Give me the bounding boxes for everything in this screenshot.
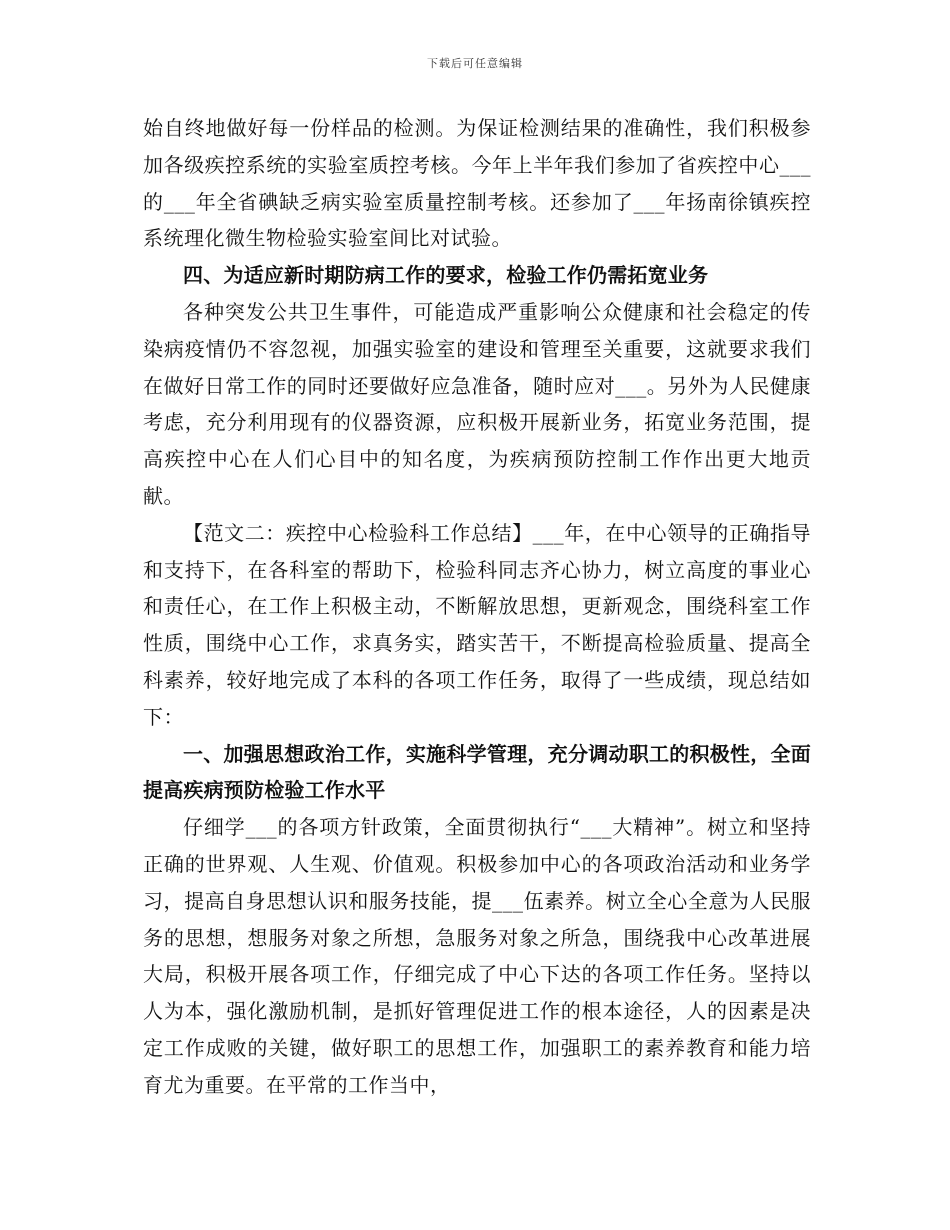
paragraph-quality-control: 始自终地做好每一份样品的检测。为保证检测结果的准确性，我们积极参加各级疾控系统的实验室质控考核。今年上半年我们参加了省疾控中心___的___年全省碘缺乏病实验室质量控制考核。还参加了___年扬南徐镇疾控系统理化微生物检验实验室间比对试验。 bbox=[143, 116, 811, 251]
paragraph-sample-two-intro: 【范文二：疾控中心检验科工作总结】___年，在中心领导的正确指导和支持下，在各科室的帮助下，检验科同志齐心协力，树立高度的事业心和责任心，在工作上积极主动，不断解放思想，更新观念，围绕科室工作性质，围绕中心工作，求真务实，踏实苦干，不断提高检验质量、提高全科素养，较好地完成了本科的各项工作任务，取得了一些成绩，现总结如下： bbox=[143, 520, 811, 729]
page-header-note: 下载后可任意编辑 bbox=[427, 57, 523, 70]
section-heading-4: 四、为适应新时期防病工作的要求，检验工作仍需拓宽业务 bbox=[183, 263, 709, 288]
section-heading-1: 一、加强思想政治工作，实施科学管理，充分调动职工的积极性，全面提高疾病预防检验工作水平 bbox=[143, 741, 811, 803]
paragraph-emergency-preparedness: 各种突发公共卫生事件，可能造成严重影响公众健康和社会稳定的传染病疫情仍不容忽视，加强实验室的建设和管理至关重要，这就要求我们在做好日常工作的同时还要做好应急准备，随时应对___。另外为人民健康考虑，充分利用现有的仪器资源，应积极开展新业务，拓宽业务范围，提高疾控中心在人们心目中的知名度，为疾病预防控制工作作出更大地贡献。 bbox=[143, 299, 811, 508]
document-body bbox=[143, 110, 811, 1104]
paragraph-political-work: 仔细学___的各项方针政策，全面贯彻执行“___大精神”。树立和坚持正确的世界观、人生观、价值观。积极参加中心的各项政治活动和业务学习，提高自身思想认识和服务技能，提___伍素养。树立全心全意为人民服务的思想，想服务对象之所想，急服务对象之所急，围绕我中心改革进展大局，积极开展各项工作，仔细完成了中心下达的各项工作任务。坚持以人为本，强化激励机制，是抓好管理促进工作的根本途径，人的因素是决定工作成败的关键，做好职工的思想工作，加强职工的素养教育和能力培育尤为重要。在平常的工作当中， bbox=[143, 815, 811, 1097]
